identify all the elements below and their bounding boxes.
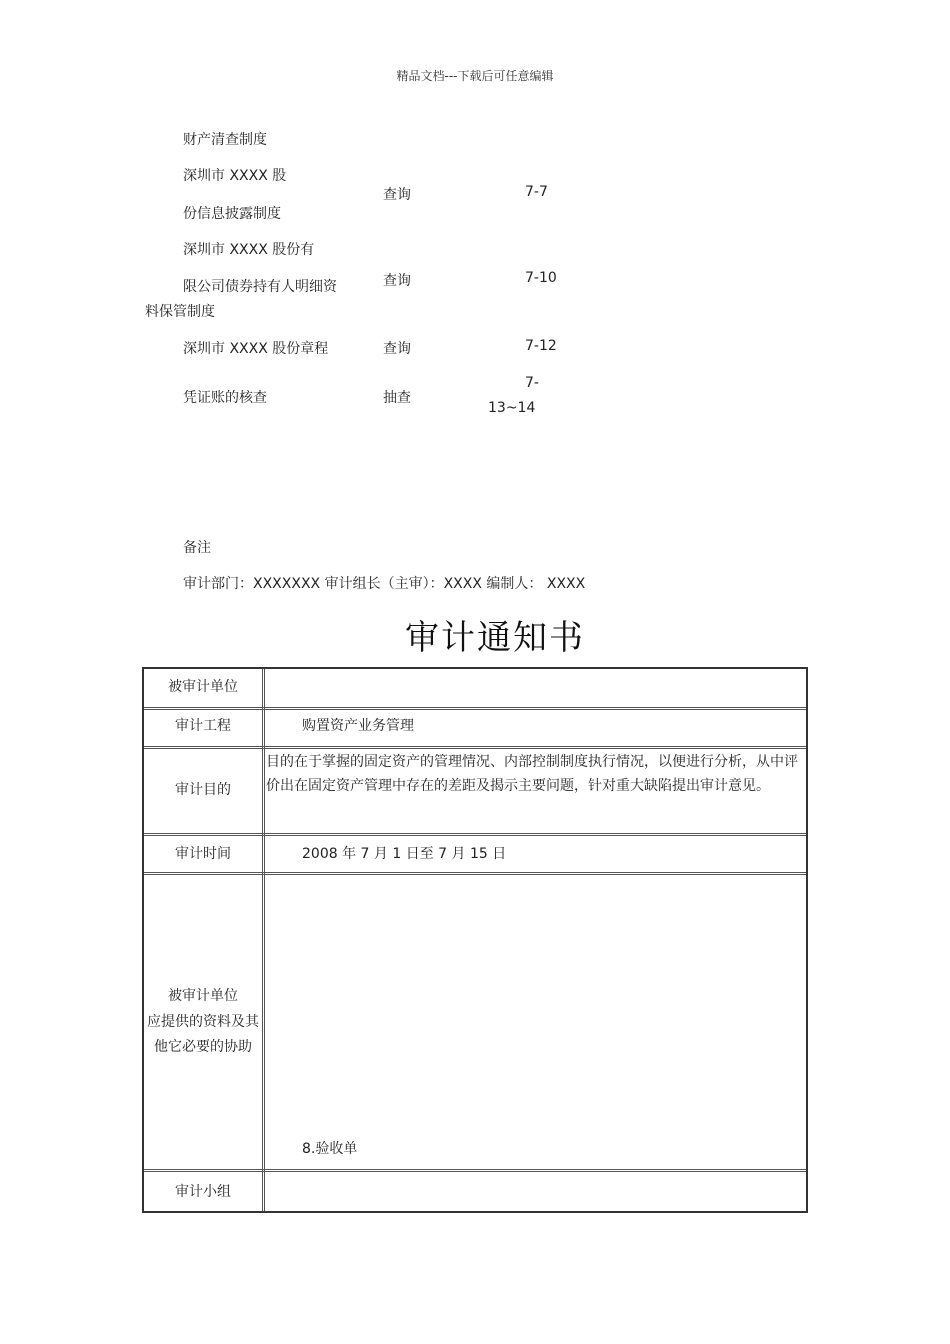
purpose-label: 审计目的 <box>175 782 231 798</box>
footer-line: 审计部门：XXXXXXX 审计组长（主审）：XXXX 编制人： XXXX <box>183 576 586 592</box>
materials-label: 应提供的资料及其 <box>147 1014 259 1030</box>
list-item-method: 抽查 <box>383 390 411 406</box>
list-item-ref: 7-10 <box>525 270 557 286</box>
table-row <box>144 836 806 875</box>
materials-item: 8.验收单 <box>302 1141 358 1157</box>
table-row <box>144 710 806 749</box>
team-label: 审计小组 <box>175 1184 231 1200</box>
list-item-text: 份信息披露制度 <box>183 206 281 222</box>
project-value: 购置资产业务管理 <box>302 718 414 734</box>
table-row <box>144 749 806 836</box>
remarks-label: 备注 <box>183 540 211 556</box>
list-item-ref: 7-12 <box>525 338 557 354</box>
table-row <box>144 1172 806 1211</box>
page-header: 精品文档---下载后可任意编辑 <box>396 69 554 83</box>
list-item-ref: 13~14 <box>488 400 536 416</box>
time-value: 2008 年 7 月 1 日至 7 月 15 日 <box>302 846 507 862</box>
project-label: 审计工程 <box>175 718 231 734</box>
list-item-text: 深圳市 XXXX 股 <box>183 168 287 184</box>
time-label: 审计时间 <box>175 846 231 862</box>
table-row <box>144 669 806 710</box>
list-item-ref: 7- <box>525 375 539 391</box>
list-item-method: 查询 <box>383 273 411 289</box>
list-item-method: 查询 <box>383 341 411 357</box>
audit-notice-table <box>142 667 808 1213</box>
list-item-text: 深圳市 XXXX 股份有 <box>183 242 315 258</box>
list-item-text: 料保管制度 <box>145 304 215 320</box>
table-row <box>144 875 806 1172</box>
list-item-method: 查询 <box>383 187 411 203</box>
purpose-value: 目的在于掌握的固定资产的管理情况、内部控制制度执行情况，以便进行分析，从中评价出在固定资产管理中存在的差距及揭示主要问题，针对重大缺陷提出审计意见。 <box>266 754 798 794</box>
materials-label: 他它必要的协助 <box>154 1039 252 1055</box>
list-item-ref: 7-7 <box>525 184 548 200</box>
list-item-text: 凭证账的核查 <box>183 390 267 406</box>
list-item-text: 财产清查制度 <box>183 132 267 148</box>
list-item-text: 深圳市 XXXX 股份章程 <box>183 341 329 357</box>
page-title: 审计通知书 <box>405 618 585 658</box>
materials-label: 被审计单位 <box>168 988 238 1004</box>
auditee-label: 被审计单位 <box>168 679 238 695</box>
list-item-text: 限公司债券持有人明细资 <box>183 279 337 295</box>
